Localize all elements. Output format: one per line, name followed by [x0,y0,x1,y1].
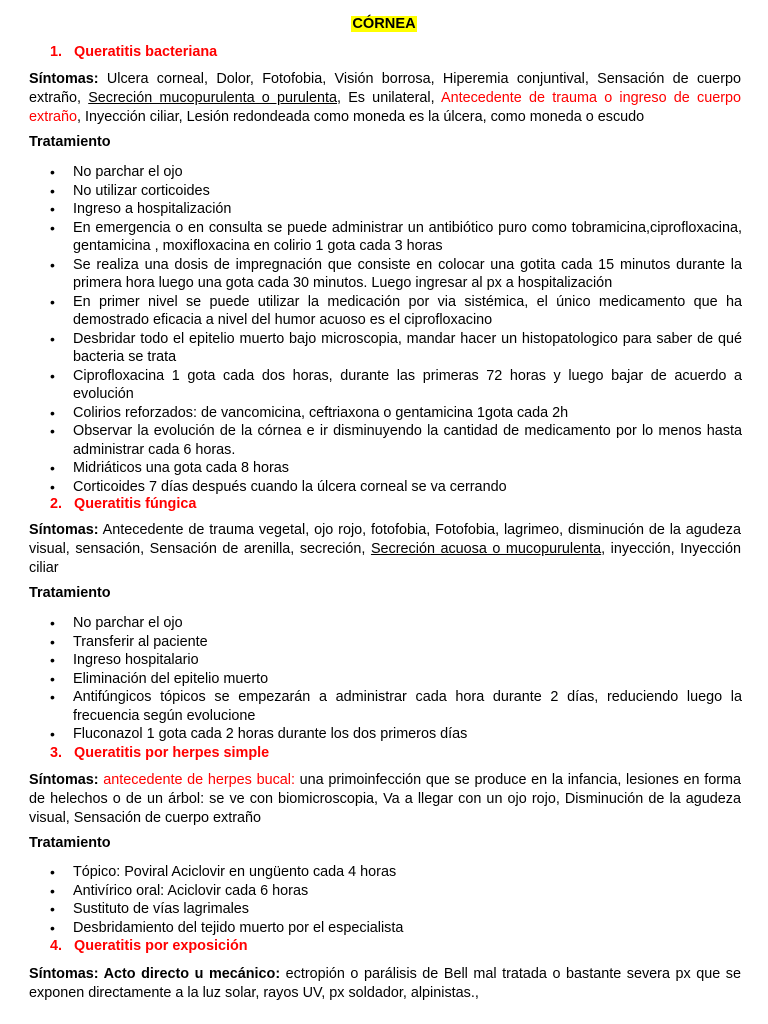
treatment-label-bacterial: Tratamiento [29,134,111,150]
symptoms-herpes: Síntomas: antecedente de herpes bucal: una primoinfección que se produce en la infancia, lesiones en forma de helechos o de un árbol: se ve con biomicroscopia, Va a llegar con un ojo rojo, Disminución de la agudeza visual, Sensación de cuerpo extraño [29,772,741,826]
list-item: • Corticoides 7 días después cuando la úlcera corneal se va cerrando [46,478,742,497]
list-item: • Antifúngicos tópicos se empezarán a administrar cada hora durante 2 días, reduciendo luego la frecuencia según evolucione [46,688,742,725]
list-item: • Fluconazol 1 gota cada 2 horas durante los dos primeros días [46,725,742,744]
list-item: • Tópico: Poviral Aciclovir en ungüento cada 4 horas [46,863,742,882]
symptoms-bacterial: Síntomas: Ulcera corneal, Dolor, Fotofobia, Visión borrosa, Hiperemia conjuntival, Sensación de cuerpo extraño, Secreción mucopurulenta o purulenta, Es unilateral, Antecedente de trauma o ingreso de cuerpo extraño, Inyección ciliar, Lesión redondeada como moneda es la úlcera, como moneda o escudo [29,71,742,125]
list-item: • En primer nivel se puede utilizar la medicación por via sistémica, el único medicamento que ha demostrado eficacia a nivel del humor acuoso es el ciprofloxacino [46,293,742,330]
treatment-label-herpes: Tratamiento [29,835,111,851]
list-item: • Ingreso a hospitalización [46,200,742,219]
symptoms-fungal: Síntomas: Antecedente de trauma vegetal, ojo rojo, fotofobia, Fotofobia, lagrimeo, disminución de la agudeza visual, sensación, Sensación de arenilla, secreción, Secreción acuosa o mucopurulenta, inyección, Inyección ciliar [29,522,741,576]
list-item: • Transferir al paciente [46,633,742,652]
list-item: • Colirios reforzados: de vancomicina, ceftriaxona o gentamicina 1gota cada 2h [46,404,742,423]
list-item: • No parchar el ojo [46,614,742,633]
list-item: • Ingreso hospitalario [46,651,742,670]
list-item: • Ciprofloxacina 1 gota cada dos horas, durante las primeras 72 horas y luego bajar de acuerdo a evolución [46,367,742,404]
list-item: • En emergencia o en consulta se puede administrar un antibiótico puro como tobramicina,ciprofloxacina, gentamicina , moxifloxacina en colirio 1 gota cada 3 horas [46,219,742,256]
treatment-list-fungal [46,614,742,744]
list-item: • Eliminación del epitelio muerto [46,670,742,689]
treatment-list-herpes [46,863,742,937]
section-heading-exposure: 4. Queratitis por exposición [50,938,248,954]
list-item: • Midriáticos una gota cada 8 horas [46,459,742,478]
list-item: • Desbridar todo el epitelio muerto bajo microscopia, mandar hacer un histopatologico para saber de qué bacteria se trata [46,330,742,367]
treatment-label-fungal: Tratamiento [29,585,111,601]
list-item: • Desbridamiento del tejido muerto por el especialista [46,919,742,938]
list-item: • Antivírico oral: Aciclovir cada 6 horas [46,882,742,901]
list-item: • No utilizar corticoides [46,182,742,201]
section-heading-herpes: 3. Queratitis por herpes simple [50,745,270,761]
list-item: • No parchar el ojo [46,163,742,182]
treatment-list-bacterial [46,163,742,496]
section-heading-bacterial: 1. Queratitis bacteriana [50,44,218,60]
list-item: • Observar la evolución de la córnea e ir disminuyendo la cantidad de medicamento por lo menos hasta administrar cada 6 horas. [46,422,742,459]
list-item: • Sustituto de vías lagrimales [46,900,742,919]
list-item: • Se realiza una dosis de impregnación que consiste en colocar una gotita cada 15 minutos durante la primera hora luego una gota cada 30 minutos. Luego ingresar al px a hospitalización [46,256,742,293]
page-title: CÓRNEA [352,16,416,32]
symptoms-exposure: Síntomas: Acto directo u mecánico: ectropión o parálisis de Bell mal tratada o bastante severa px que se exponen directamente a la luz solar, rayos UV, px soldador, alpinistas., [29,966,741,1001]
section-heading-fungal: 2. Queratitis fúngica [50,496,197,512]
